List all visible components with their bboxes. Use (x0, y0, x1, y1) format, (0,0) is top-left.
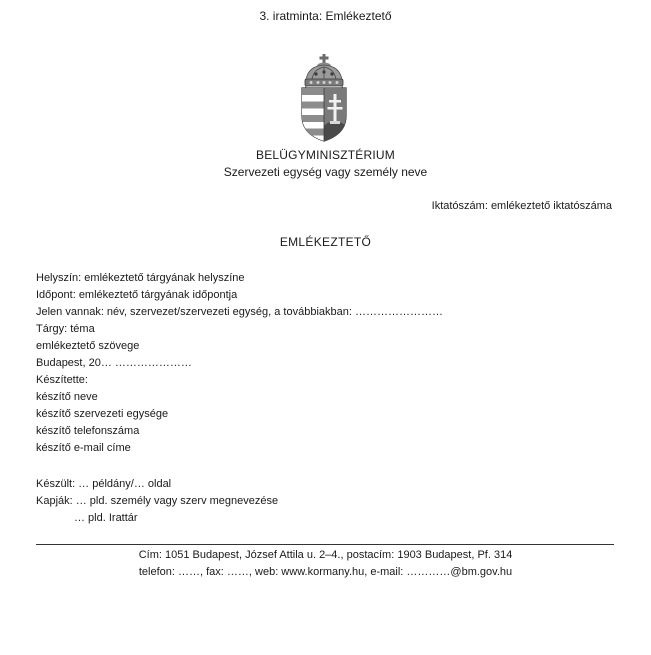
filing-number: Iktatószám: emlékeztető iktatószáma (431, 200, 612, 212)
attendees-line: Jelen vannak: név, szervezet/szervezeti egység, a továbbiakban: …………………… (36, 306, 443, 318)
recipients-line: Kapják: … pld. személy vagy szerv megnevezése (36, 495, 279, 507)
document-template-label: 3. iratminta: Emlékeztető (259, 9, 392, 23)
archive-copy-line: … pld. Irattár (74, 512, 138, 524)
ministry-name: BELÜGYMINISZTÉRIUM (256, 148, 395, 162)
document-title: EMLÉKEZTETŐ (279, 235, 372, 249)
time-line: Időpont: emlékeztető tárgyának időpontja (36, 289, 238, 301)
author-unit-line: készítő szervezeti egysége (36, 408, 169, 420)
organizational-unit-name: Szervezeti egység vagy személy neve (223, 165, 428, 179)
coat-of-arms-icon (298, 54, 350, 142)
memo-body (36, 270, 616, 457)
copies-made-line: Készült: … példány/… oldal (36, 478, 172, 490)
footer-contact: telefon: ……, fax: ……, web: www.kormany.hu, e-mail: …………@bm.gov.hu (138, 566, 513, 578)
distribution-block (36, 476, 616, 527)
place-date-line: Budapest, 20… ………………… (36, 357, 192, 369)
location-line: Helyszín: emlékeztető tárgyának helyszíne (36, 272, 245, 284)
author-phone-line: készítő telefonszáma (36, 425, 140, 437)
subject-line: Tárgy: téma (36, 323, 95, 335)
author-name-line: készítő neve (36, 391, 98, 403)
memo-text-line: emlékeztető szövege (36, 340, 140, 352)
footer-divider (36, 544, 614, 545)
prepared-by-label: Készítette: (36, 374, 88, 386)
footer-address: Cím: 1051 Budapest, József Attila u. 2–4., postacím: 1903 Budapest, Pf. 314 (138, 549, 513, 561)
author-email-line: készítő e-mail címe (36, 442, 131, 454)
